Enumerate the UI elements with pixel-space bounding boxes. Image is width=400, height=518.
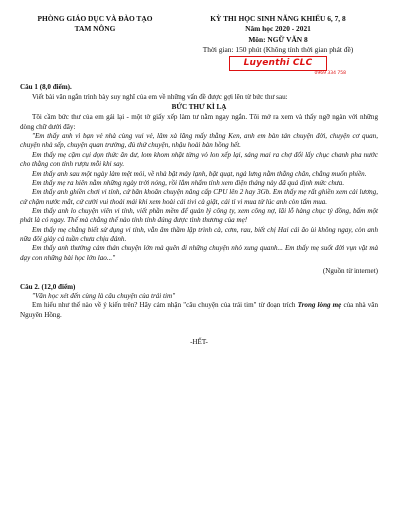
question-2-prompt-text: Em hiểu như thế nào về ý kiến trên? Hãy cảm nhận "câu chuyện của trái tim" từ đoạn trích — [32, 301, 296, 310]
exam-info — [178, 14, 378, 77]
question-1-heading: Câu 1 (8,0 điểm). — [20, 83, 72, 92]
story-intro: Tôi cầm bức thư của em gái lại - một tờ giấy xếp làm tư nằm ngay ngắn. Tôi mở ra xem và thấy ngỡ ngàn với những dòng chữ dưới đây: — [20, 113, 378, 131]
department-line-2: TAM NÔNG — [74, 23, 116, 33]
story-paragraph: Em thấy anh thường cảm thán chuyện lớn mà quên đi những chuyện nhỏ xung quanh... Em thấy mẹ suốt đời vụn vặt mà dạy con những bài học lớn lao..." — [20, 244, 378, 262]
school-year: Năm học 2020 - 2021 — [245, 24, 311, 34]
story-paragraph: Em thấy anh lo chuyện viên vi tính, viết phần mềm để quản lý công ty, xem công nợ, lãi lỗ hàng chục tỷ đồng, bấm một phát là có ngay. Thế mà chẳng thể nào tính tính đúng được tình thương của mẹ! — [20, 207, 378, 225]
subject: Môn: NGỮ VĂN 8 — [248, 34, 308, 44]
watermark-phone: 0969 334 758 — [314, 71, 346, 77]
story-paragraph: Em thấy anh ghiền chơi vi tính, cứ băn khoăn chuyện nâng cấp CPU lên 2 hay 3Gb. Em thấy mẹ rất ghiền xem cải lương, cứ chậm nước mắt, cứ cười vui thoải mái khi xem hoài cái tivi cà giật, cái tỉ vi mua từ lúc anh còn tấm mua. — [20, 188, 378, 206]
story-paragraph: Em thấy mẹ cặm cụi dọn thức ăn dư, lom khom nhặt từng vỏ lon xếp lại, sáng mai ra chợ đổi lấy chục chanh pha nước cho thằng con tỉnh rượu mỗi khi say. — [20, 150, 378, 169]
story-title: BỨC THƯ KÌ LẠ — [171, 103, 227, 112]
question-2-heading: Câu 2. (12,0 điểm) — [20, 282, 76, 291]
story-paragraph: "Em thấy anh vì bạn vẻ nhà cùng vui vẻ, lâm xà lăng mấy thằng Ken, anh em bàn tán chuyện đời, chuyện cơ quan, chuyện nhà sếp, chuyện quan trường, đủ thứ chuyện, nhậu hoài bàn hồng hết. — [20, 132, 378, 150]
watermark-logo: Luyenthi CLC — [229, 56, 328, 71]
work-title: Trong lòng mẹ — [297, 301, 342, 310]
department-line-1: PHÒNG GIÁO DỤC VÀ ĐÀO TẠO — [37, 14, 153, 23]
exam-header — [20, 14, 378, 77]
story-paragraph: Em thấy mẹ chẳng biết sử dụng vi tính, vẫn âm thầm lập trình cà, cơm, rau, biết chị Hai cái ăo ùi không ngay, còn anh nữa đôi giày cả tuần chưa chịu đánh. — [20, 225, 378, 244]
end-marker: -HẾT- — [190, 337, 208, 346]
source-note: (Nguồn từ internet) — [322, 267, 378, 276]
time-allowed: Thời gian: 150 phút (Không tính thời gian phát đề) — [202, 45, 354, 55]
story-paragraph: Em thấy anh sau một ngày làm mệt mỏi, về nhà bật máy lạnh, bật quạt, ngả lưng nằm thẳng chân, chẳng muốn phiền. — [32, 169, 367, 178]
story-paragraph: Em thấy mẹ ra hiên nằm những ngày trời nóng, rồi lẳm nhẩm tính xem điện tháng này đã quá định mức chưa. — [32, 178, 345, 187]
question-2-prompt — [20, 301, 378, 320]
issuing-department — [20, 14, 170, 77]
exam-title: KỲ THI HỌC SINH NĂNG KHIẾU 6, 7, 8 — [210, 14, 346, 23]
question-2-quote: "Văn học xét đến cùng là câu chuyện của trái tim" — [32, 291, 176, 300]
question-2-prompt-author: của nhà văn Nguyên Hồng. — [20, 301, 378, 319]
question-1-prompt: Viết bài văn ngắn trình bày suy nghĩ của em về những vấn đề được gợi lên từ bức thư sau: — [32, 92, 288, 101]
